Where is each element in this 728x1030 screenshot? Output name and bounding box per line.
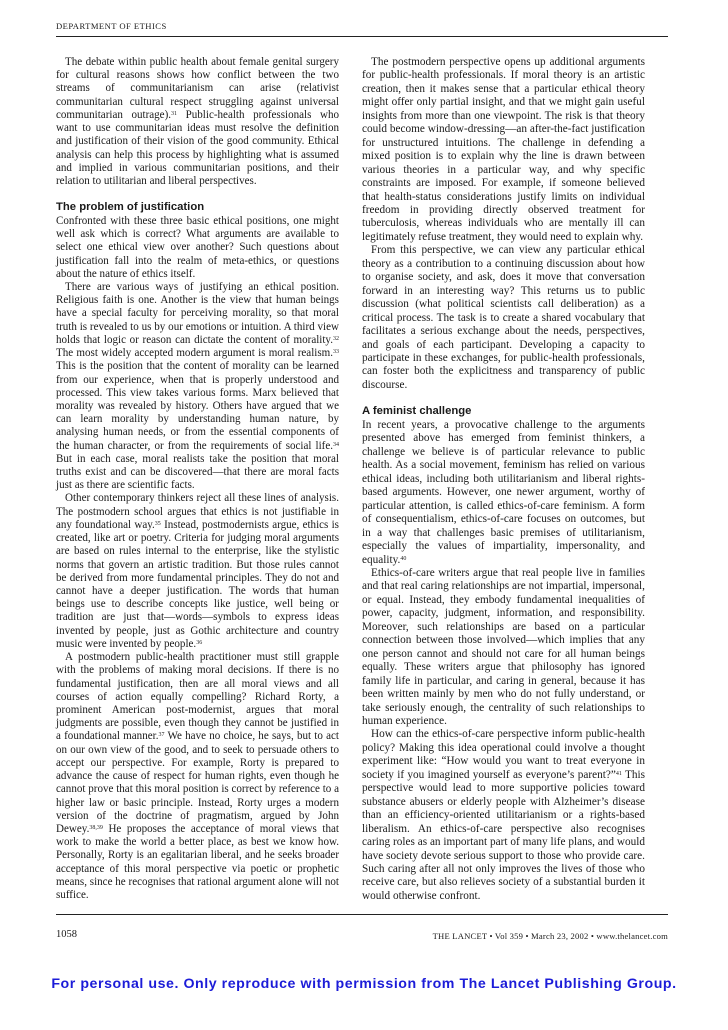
paragraph-text: Confronted with these three basic ethical positions, one might well ask which is correct? What arguments are available to select one ethical view over another? Such questions about justification fall into the realm of meta-ethics, or questions about the nature of ethics itself. [56,214,339,280]
paragraph-text: But in each case, moral realists take the position that moral truths exist and can be discovered—that there are moral facts just as there are scientific facts. [56,452,339,492]
paragraph-text: He proposes the acceptance of moral views that work to make the world a better place, as best we know how. Personally, Rorty is an egalitarian liberal, and he seeks broader acceptance of this moral perspective via poetic or prophetic means, since he recognises that rational argument alone will not suffice. [56,822,339,902]
journal-citation: THE LANCET • Vol 359 • March 23, 2002 • www.thelancet.com [432,931,668,941]
header-divider [56,36,668,37]
reference-superscript: 34 [333,441,339,448]
body-paragraph [56,651,339,902]
body-paragraph [362,419,645,567]
reference-superscript: 35 [154,520,161,527]
page-number: 1058 [56,929,77,940]
body-paragraph [362,244,645,392]
right-column [362,56,645,903]
paragraph-text: Public-health professionals who want to use communitarian ideas must resolve the definition and justification of their vision of the good community. Ethical analysis can help this process by highlighting what is assumed and implied in various communitarian positions, and their relation to utilitarian and liberal perspectives. [56,108,339,187]
left-column [56,56,339,902]
body-paragraph [56,215,339,281]
paragraph-text: Ethics-of-care writers argue that real people live in families and that real caring relationships are not impartial, impersonal, or equal. Instead, they embody fundamental inequalities of power, capacity, judgment, information, and responsibility. Moreover, such relationships are based on a particular connection between those involved—which implies that any one person cannot and should not care for all human beings equally. These writers argue that philosophy has ignored family life in particular, and caring in general, because it has been written mainly by men who do not fully understand, or take seriously enough, the centrality of such relationships to human experience. [362,567,645,727]
reference-superscript: 32 [333,335,339,342]
paragraph-text: The postmodern perspective opens up additional arguments for public-health professionals. If moral theory is an artistic creation, then it makes sense that a particular ethical theory might offer only partial insight, and that we might gain useful insights from more than one viewpoint. The risk is that theory could become window-dressing—an after-the-fact justification for unstructured intuitions. The challenge in defending a mixed position is to explain why the line is drawn between various theories in a particular way, and why specific constraints are imposed. For example, if someone believed that health-status considerations justify limits on individual freedom in providing directly observed treatment for tuberculosis, whereas individuals who are mentally ill can legitimately refuse treatment, they would need to explain why. [362,56,645,243]
paragraph-text: This perspective would lead to more supportive policies toward substance abusers or elderly people with Alzheimer’s disease than an efficiency-oriented utilitarianism or a rights-based liberalism. An ethics-of-care perspective also recognises caring roles as an important part of many life plans, and would have society devote serious support to those who provide care. Such caring after all not only improves the lives of those who receive care, but also relieves society of a substantial burden it would otherwise confront. [362,768,645,902]
body-paragraph [362,728,645,903]
body-paragraph [56,281,339,493]
paragraph-text: How can the ethics-of-care perspective inform public-health policy? Making this idea operational could involve a thought experiment like: “How would you want to treat everyone in society if you imagined yourself as everyone’s parent?” [362,728,645,781]
section-heading: A feminist challenge [362,405,472,418]
paragraph-text: A postmodern public-health practitioner must still grapple with the problems of making moral decisions. If there is no fundamental justification, then are all moral views and all courses of action equally compelling? Richard Rorty, a prominent American post-modernist, argues that moral judgments are possible, even though they cannot be justified in a foundational manner. [56,651,339,743]
paragraph-text: From this perspective, we can view any particular ethical theory as a contribution to a continuing discussion about how to organise society, and ask, does it move that conversation forward in an interesting way? This returns us to public discussion (what political scientists call deliberation) as a critical process. The task is to create a shared vocabulary that facilitates a serious exchange about the needs, perspectives, and goals of each participant. Developing a capacity to participate in these exchanges, for public-health professionals, can foster both the explicitness and transparency of public discourse. [362,244,645,391]
reference-superscript: 38,39 [89,824,103,831]
paragraph-text: Instead, postmodernists argue, ethics is created, like art or poetry. Criteria for judging moral arguments are based on rules internal to the enterprise, like the stylistic norms that govern an artistic tradition. But those rules cannot be derived from more fundamental principles. They do not and cannot have a deeper justification. The words that human beings use to describe concepts like justice, well being or tradition are just that—words—symbols to express ideas invented by people, just as Gothic architecture and country music were invented by people. [56,518,339,650]
reference-superscript: 33 [333,349,339,356]
section-header: DEPARTMENT OF ETHICS [56,21,167,31]
body-paragraph [56,492,339,651]
reference-superscript: 36 [196,639,203,646]
body-paragraph [362,567,645,728]
reference-superscript: 41 [615,770,622,777]
paragraph-text: There are various ways of justifying an ethical position. Religious faith is one. Another is the view that human beings have a special faculty for perceiving morality, so that moral truth is revealed to us by our emotions or intuition. A third view holds that logic or reason can dictate the content of morality. [56,280,339,346]
reference-superscript: 37 [158,732,165,739]
reference-superscript: 40 [400,555,407,562]
paragraph-text: Other contemporary thinkers reject all these lines of analysis. The postmodern school argues that ethics is not justifiable in any foundational way. [56,492,339,531]
paragraph-text: This is the position that the content of morality can be learned from our experience, when that is properly understood and processed. This view takes various forms. Marx believed that morality was revealed by history. Others have argued that we can learn morality by understanding human nature, by analysing human needs, or from the essential components of the human character, or from the requirements of social life. [56,360,339,452]
section-heading: The problem of justification [56,201,205,214]
paragraph-text: The most widely accepted modern argument is moral realism. [56,347,333,360]
paragraph-text: The debate within public health about female genital surgery for cultural reasons shows how conflict between the two streams of communitarianism can arise (relativist communitarian cultural respect struggling against universal communitarian outrage). [56,56,339,121]
reference-superscript: 31 [171,110,178,117]
body-paragraph [362,56,645,244]
permission-notice: For personal use. Only reproduce with permission from The Lancet Publishing Group. [51,976,677,992]
paragraph-text: In recent years, a provocative challenge to the arguments presented above has emerged from feminist thinkers, a challenge we believe is of particular relevance to public health. As a social movement, feminism has relied on various ethical ideas, including both utilitarianism and liberal rights-based arguments. However, one newer argument, worthy of particular attention, is called ethics-of-care feminism. A form of consequentialism, ethics-of-care focuses on outcomes, but in a way that challenges basic premises of utilitarianism, especially the values of impartiality, impersonality, and equality. [362,419,645,566]
footer-divider [56,914,668,915]
body-paragraph [56,56,339,188]
paragraph-text: We have no choice, he says, but to act on our own view of the good, and to seek to persuade others to accept our perspective. For example, Rorty is prepared to advance the cause of respect for human rights, even though he cannot prove that this moral position is correct by reference to a higher law or basic principle. Instead, Rorty urges a modern version of the doctrine of pragmatism, argued by John Dewey. [56,730,339,835]
